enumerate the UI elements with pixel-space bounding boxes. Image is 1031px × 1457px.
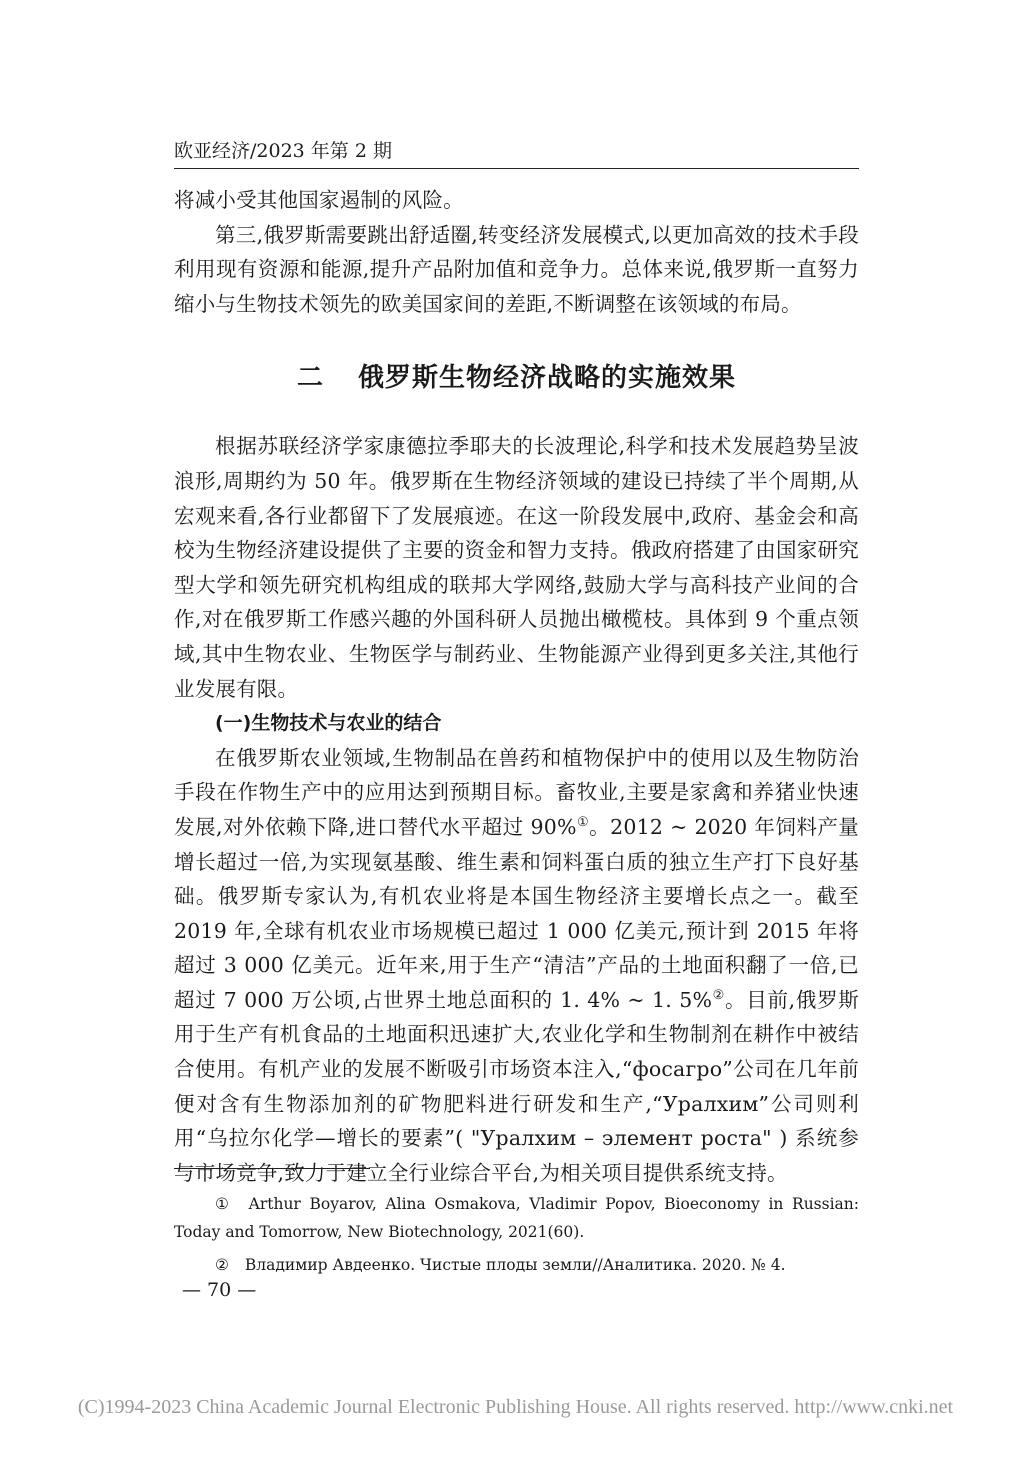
- footnote-text-1: Arthur Boyarov, Alina Osmakova, Vladimir Popov, Bioeconomy in Russian: Today and Tomorrow, New Biotechnology, 2021(60).: [174, 1195, 859, 1241]
- copyright-watermark: (C)1994-2023 China Academic Journal Electronic Publishing House. All rights reserved. http://www.cnki.net: [77, 1396, 954, 1418]
- paragraph-third-point: 第三,俄罗斯需要跳出舒适圈,转变经济发展模式,以更加高效的技术手段利用现有资源和能源,提升产品附加值和竞争力。总体来说,俄罗斯一直努力缩小与生物技术领先的欧美国家间的差距,不断调整在该领域的布局。: [174, 222, 859, 316]
- footnote-text-2: Владимир Авдеенко. Чистые плоды земли//Аналитика. 2020. № 4.: [244, 1256, 786, 1274]
- page-number: — 70 —: [182, 1279, 257, 1301]
- paragraph-continuation: 将减小受其他国家遏制的风险。: [174, 188, 464, 212]
- section-heading: [174, 357, 859, 399]
- footnote-ref-1[interactable]: ①: [576, 815, 590, 831]
- footnote-ref-2[interactable]: ②: [712, 988, 726, 1004]
- subsection-heading: (一)生物技术与农业的结合: [215, 712, 442, 735]
- footnote-2: [174, 1251, 859, 1279]
- article-body: [174, 183, 859, 1190]
- footnote-1: [174, 1190, 859, 1246]
- running-header: 欧亚经济/2023 年第 2 期: [174, 136, 859, 169]
- section-number: 二: [296, 363, 324, 394]
- footnotes: [174, 1190, 859, 1284]
- footnote-mark-2: ②: [215, 1256, 229, 1274]
- agriculture-text-part3: 。目前,俄罗斯用于生产有机食品的土地面积迅速扩大,农业化学和生物制剂在耕作中被结合使用。有机产业的发展不断吸引市场资本注入,“фосагро”公司在几年前便对含有生物添加剂的矿物肥料进行研发和生产,“Уралхим”公司则利用“乌拉尔化学—增长的要素”( "Уралхим – элемент роста" ) 系统参与市场竞争,致力于建立全行业综合平台,为相关项目提供系统支持。: [174, 987, 860, 1185]
- footnote-separator: [174, 1168, 370, 1169]
- agriculture-text-part1: 在俄罗斯农业领域,生物制品在兽药和植物保护中的使用以及生物防治手段在作物生产中的应用达到预期目标。畜牧业,主要是家禽和养猪业快速发展,对外依赖下降,进口替代水平超过 90%: [174, 745, 859, 839]
- paragraph-long-wave-theory: 根据苏联经济学家康德拉季耶夫的长波理论,科学和技术发展趋势呈波浪形,周期约为 50 年。俄罗斯在生物经济领域的建设已持续了半个周期,从宏观来看,各行业都留下了发展痕迹。在这一阶段发展中,政府、基金会和高校为生物经济建设提供了主要的资金和智力支持。俄政府搭建了由国家研究型大学和领先研究机构组成的联邦大学网络,鼓励大学与高科技产业间的合作,对在俄罗斯工作感兴趣的外国科研人员抛出橄榄枝。具体到 9 个重点领域,其中生物农业、生物医学与制药业、生物能源产业得到更多关注,其他行业发展有限。: [174, 434, 859, 701]
- footnote-mark-1: ①: [215, 1195, 233, 1213]
- paragraph-agriculture: [174, 741, 859, 1191]
- agriculture-text-part2: 。2012 ~ 2020 年饲料产量增长超过一倍,为实现氨基酸、维生素和饲料蛋白质的独立生产打下良好基础。俄罗斯专家认为,有机农业将是本国生物经济主要增长点之一。截至 2019 年,全球有机农业市场规模已超过 1 000 亿美元,预计到 2015 年将超过 3 000 亿美元。近年来,用于生产“清洁”产品的土地面积翻了一倍,已超过 7 000 万公顷,占世界土地总面积的 1. 4% ~ 1. 5%: [174, 814, 860, 1012]
- section-title-text: 俄罗斯生物经济战略的实施效果: [358, 363, 737, 394]
- journal-page: [174, 0, 859, 1457]
